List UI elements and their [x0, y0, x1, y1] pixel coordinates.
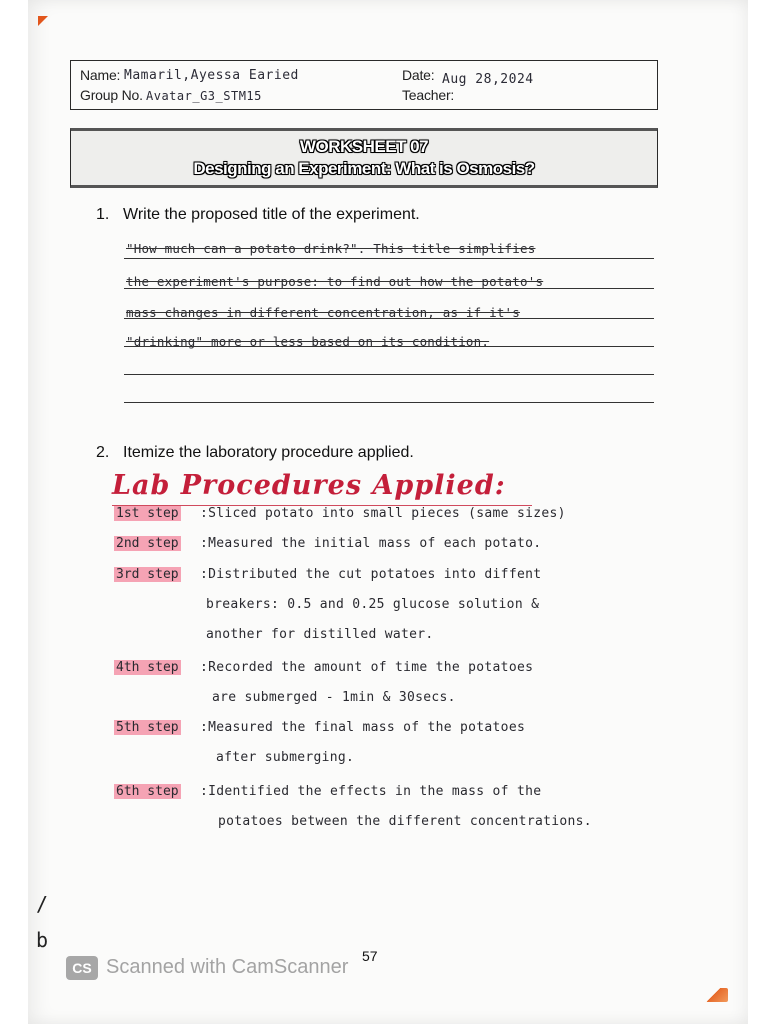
corner-fold-mark-bottom [706, 988, 728, 1002]
camscanner-watermark: Scanned with CamScanner [106, 956, 349, 978]
teacher-label: Teacher: [402, 87, 455, 103]
corner-fold-mark [38, 16, 48, 26]
q1-answer-line-1: "How much can a potato drink?". This title simplifies [126, 241, 536, 256]
worksheet-subtitle: Designing an Experiment: What is Osmosis? [193, 159, 535, 178]
date-value: Aug 28,2024 [442, 72, 534, 87]
step-5-line-2: after submerging. [216, 750, 355, 765]
step-6-line-2: potatoes between the different concentrations. [218, 814, 592, 829]
step-5-line-1: :Measured the final mass of the potatoes [200, 720, 526, 735]
q1-answer-line-2: the experiment's purpose: to find out how the potato's [126, 274, 544, 289]
answer-rule-6 [124, 402, 654, 403]
q1-answer-line-3: mass changes in different concentration, as if it's [126, 305, 521, 320]
worksheet-title-box [70, 128, 658, 188]
page-number: 57 [362, 948, 378, 964]
step-4-line-1: :Recorded the amount of time the potatoes [200, 660, 534, 675]
step-6-label: 6th step [116, 784, 179, 799]
step-2-line-1: :Measured the initial mass of each potato. [200, 536, 542, 551]
procedures-heading: Lab Procedures Applied: [112, 470, 506, 501]
camscanner-logo-icon: CS [66, 956, 98, 980]
step-1-line-1: :Sliced potato into small pieces (same sizes) [200, 506, 566, 521]
q2-number: 2. [96, 444, 110, 461]
name-label: Name: [80, 67, 121, 83]
name-value: Mamaril,Ayessa Earied [124, 68, 299, 83]
margin-mark-1: / [36, 892, 49, 916]
worksheet-number: WORKSHEET 07 [299, 137, 429, 156]
group-label: Group No. [80, 87, 143, 103]
answer-rule-3 [124, 318, 654, 319]
q1-text: Write the proposed title of the experiment. [123, 206, 420, 223]
answer-rule-1 [124, 258, 654, 259]
step-3-line-2: breakers: 0.5 and 0.25 glucose solution & [206, 597, 540, 612]
step-2-label: 2nd step [116, 536, 179, 551]
answer-rule-2 [124, 288, 654, 289]
step-5-label: 5th step [116, 720, 179, 735]
step-4-label: 4th step [116, 660, 179, 675]
step-6-line-1: :Identified the effects in the mass of the [200, 784, 542, 799]
step-3-line-1: :Distributed the cut potatoes into diffent [200, 567, 542, 582]
q1-answer-line-4: "drinking" more or less based on its condition. [126, 334, 490, 349]
date-label: Date: [402, 67, 435, 83]
step-3-line-3: another for distilled water. [206, 627, 434, 642]
step-1-label: 1st step [116, 506, 179, 521]
answer-rule-4 [124, 346, 654, 347]
step-4-line-2: are submerged - 1min & 30secs. [212, 690, 456, 705]
group-value: Avatar_G3_STM15 [146, 89, 262, 103]
margin-mark-2: b [36, 928, 49, 952]
step-3-label: 3rd step [116, 567, 179, 582]
q2-text: Itemize the laboratory procedure applied. [123, 444, 414, 461]
q1-number: 1. [96, 206, 110, 223]
answer-rule-5 [124, 374, 654, 375]
